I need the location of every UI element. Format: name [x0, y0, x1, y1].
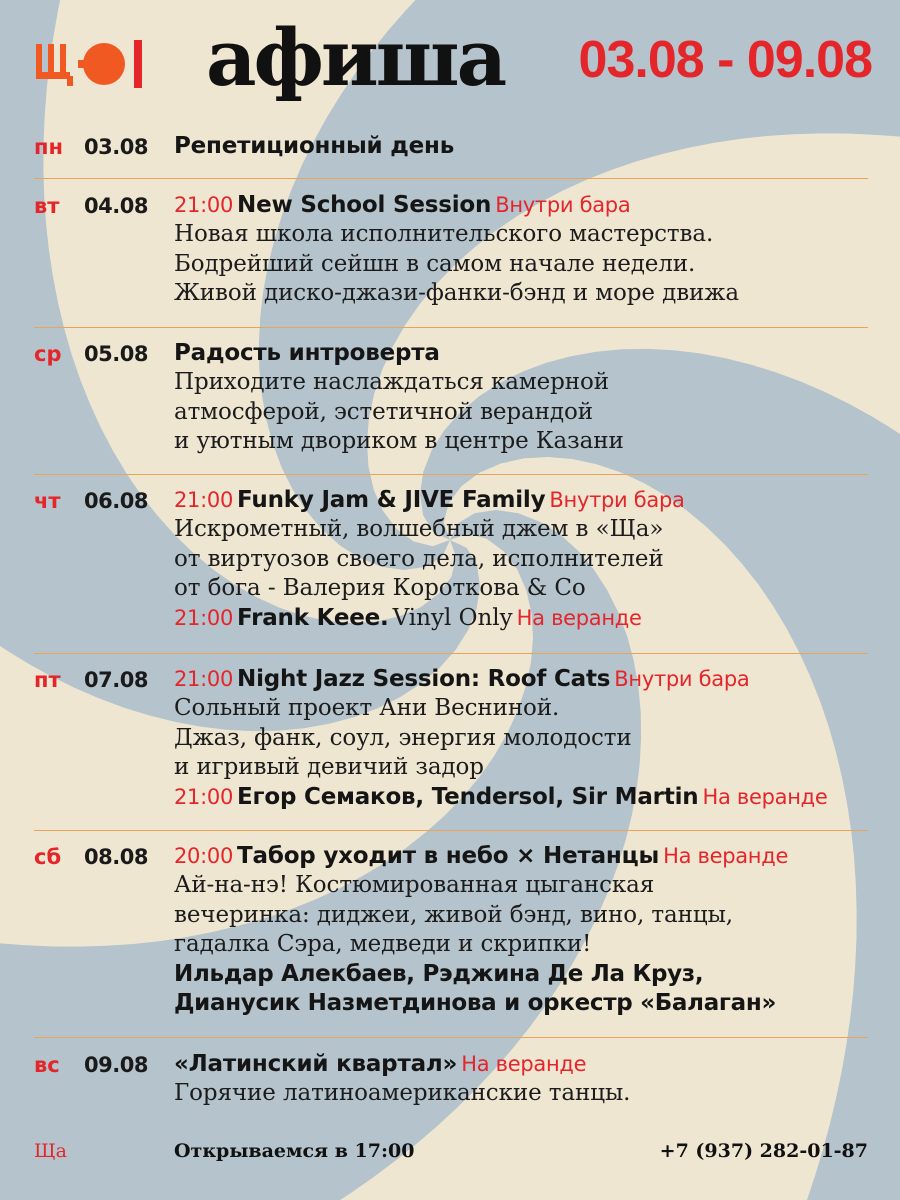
day-date: 09.08: [84, 1053, 148, 1077]
event-note: Vinyl Only: [392, 604, 513, 631]
event-venue: На веранде: [702, 784, 828, 809]
event-line: [174, 1050, 874, 1079]
event-venue: Внутри бара: [495, 193, 631, 217]
day-events: [174, 132, 874, 161]
event-title: Егор Семаков, Tendersol, Sir Martin: [237, 783, 699, 810]
day-of-week: чт: [34, 489, 61, 513]
opening-hours: Открываемся в 17:00: [174, 1140, 415, 1162]
day-date: 07.08: [84, 668, 148, 692]
event-line: [174, 901, 874, 930]
event-line: [174, 398, 874, 427]
event-line: [174, 753, 874, 782]
day-of-week: вт: [34, 194, 60, 218]
row-divider: [34, 327, 868, 328]
event-description: Приходите наслаждаться камерной: [174, 369, 610, 396]
event-time: 21:00: [174, 605, 234, 630]
event-description: от бога - Валерия Короткова & Со: [174, 575, 586, 602]
event-time: 20:00: [174, 844, 234, 868]
event-line: [174, 604, 874, 633]
event-title: Радость интроверта: [174, 340, 440, 366]
event-line: [174, 220, 874, 249]
event-description: и уютным двориком в центре Казани: [174, 428, 624, 455]
event-line: [174, 871, 874, 900]
event-performers: Дианусик Назметдинова и оркестр «Балаган»: [174, 989, 776, 1016]
event-description: от виртуозов своего дела, исполнителей: [174, 545, 664, 572]
day-events: [174, 665, 874, 812]
event-line: [174, 191, 874, 220]
day-events: [174, 191, 874, 309]
event-line: [174, 574, 874, 603]
row-divider: [34, 1037, 868, 1038]
event-description: вечеринка: диджеи, живой бэнд, вино, танцы,: [174, 901, 733, 928]
day-of-week: пт: [34, 668, 61, 692]
event-time: 21:00: [174, 488, 234, 512]
event-venue: Внутри бара: [614, 667, 750, 691]
day-date: 05.08: [84, 342, 148, 366]
event-line: [174, 427, 874, 456]
event-title: Night Jazz Session: Roof Cats: [237, 666, 611, 692]
event-venue: На веранде: [663, 844, 789, 868]
footer-brand: Ща: [34, 1140, 68, 1162]
row-divider: [34, 178, 868, 179]
event-title: New School Session: [237, 192, 492, 218]
day-date: 04.08: [84, 194, 148, 218]
date-range: 03.08 - 09.08: [578, 31, 872, 89]
event-description: атмосферой, эстетичной верандой: [174, 398, 593, 425]
event-title: Funky Jam & JIVE Family: [237, 487, 546, 513]
day-date: 06.08: [84, 489, 148, 513]
event-line: [174, 842, 874, 871]
event-line: [174, 783, 874, 812]
event-description: Джаз, фанк, соул, энергия молодости: [174, 724, 632, 751]
day-events: [174, 339, 874, 457]
day-of-week: пн: [34, 135, 64, 159]
event-line: [174, 368, 874, 397]
day-date: 03.08: [84, 135, 148, 159]
day-events: [174, 842, 874, 1018]
day-date: 08.08: [84, 845, 148, 869]
event-line: [174, 960, 874, 989]
event-description: гадалка Сэра, медведи и скрипки!: [174, 931, 592, 958]
event-line: [174, 724, 874, 753]
event-line: [174, 545, 874, 574]
row-divider: [34, 653, 868, 654]
event-venue: На веранде: [516, 605, 642, 630]
event-venue: На веранде: [461, 1052, 587, 1076]
event-description: и игривый девичий задор: [174, 754, 484, 781]
event-description: Живой диско-джази-фанки-бэнд и море движа: [174, 280, 739, 307]
event-line: [174, 694, 874, 723]
event-line: [174, 279, 874, 308]
event-time: 21:00: [174, 193, 234, 217]
day-events: [174, 1050, 874, 1109]
event-time: 21:00: [174, 784, 234, 809]
day-events: [174, 486, 874, 633]
event-description: Сольный проект Ани Весниной.: [174, 695, 560, 722]
event-description: Искрометный, волшебный джем в «Ща»: [174, 516, 664, 543]
event-time: 21:00: [174, 667, 234, 691]
event-description: Горячие латиноамериканские танцы.: [174, 1080, 631, 1107]
poster-footer: [34, 1140, 868, 1170]
day-of-week: вс: [34, 1053, 60, 1077]
event-line: [174, 486, 874, 515]
event-line: [174, 665, 874, 694]
event-venue: Внутри бара: [549, 488, 685, 512]
event-title: «Латинский квартал»: [174, 1051, 458, 1077]
event-description: Новая школа исполнительского мастерства.: [174, 221, 714, 248]
phone-number[interactable]: +7 (937) 282-01-87: [659, 1140, 868, 1162]
event-description: Бодрейший сейшн в самом начале недели.: [174, 250, 696, 277]
event-description: Ай-на-нэ! Костюмированная цыганская: [174, 872, 655, 899]
day-of-week: ср: [34, 342, 62, 366]
row-divider: [34, 474, 868, 475]
event-line: [174, 930, 874, 959]
row-divider: [34, 830, 868, 831]
event-title: Репетиционный день: [174, 133, 455, 159]
event-title: Frank Keee.: [237, 604, 389, 631]
event-line: [174, 515, 874, 544]
event-title: Табор уходит в небо × Нетанцы: [237, 843, 660, 869]
event-line: [174, 989, 874, 1018]
event-performers: Ильдар Алекбаев, Рэджина Де Ла Круз,: [174, 960, 704, 987]
day-of-week: сб: [34, 845, 62, 869]
event-line: [174, 132, 874, 161]
poster-title: афиша: [206, 13, 505, 104]
event-line: [174, 1079, 874, 1108]
event-line: [174, 250, 874, 279]
event-line: [174, 339, 874, 368]
